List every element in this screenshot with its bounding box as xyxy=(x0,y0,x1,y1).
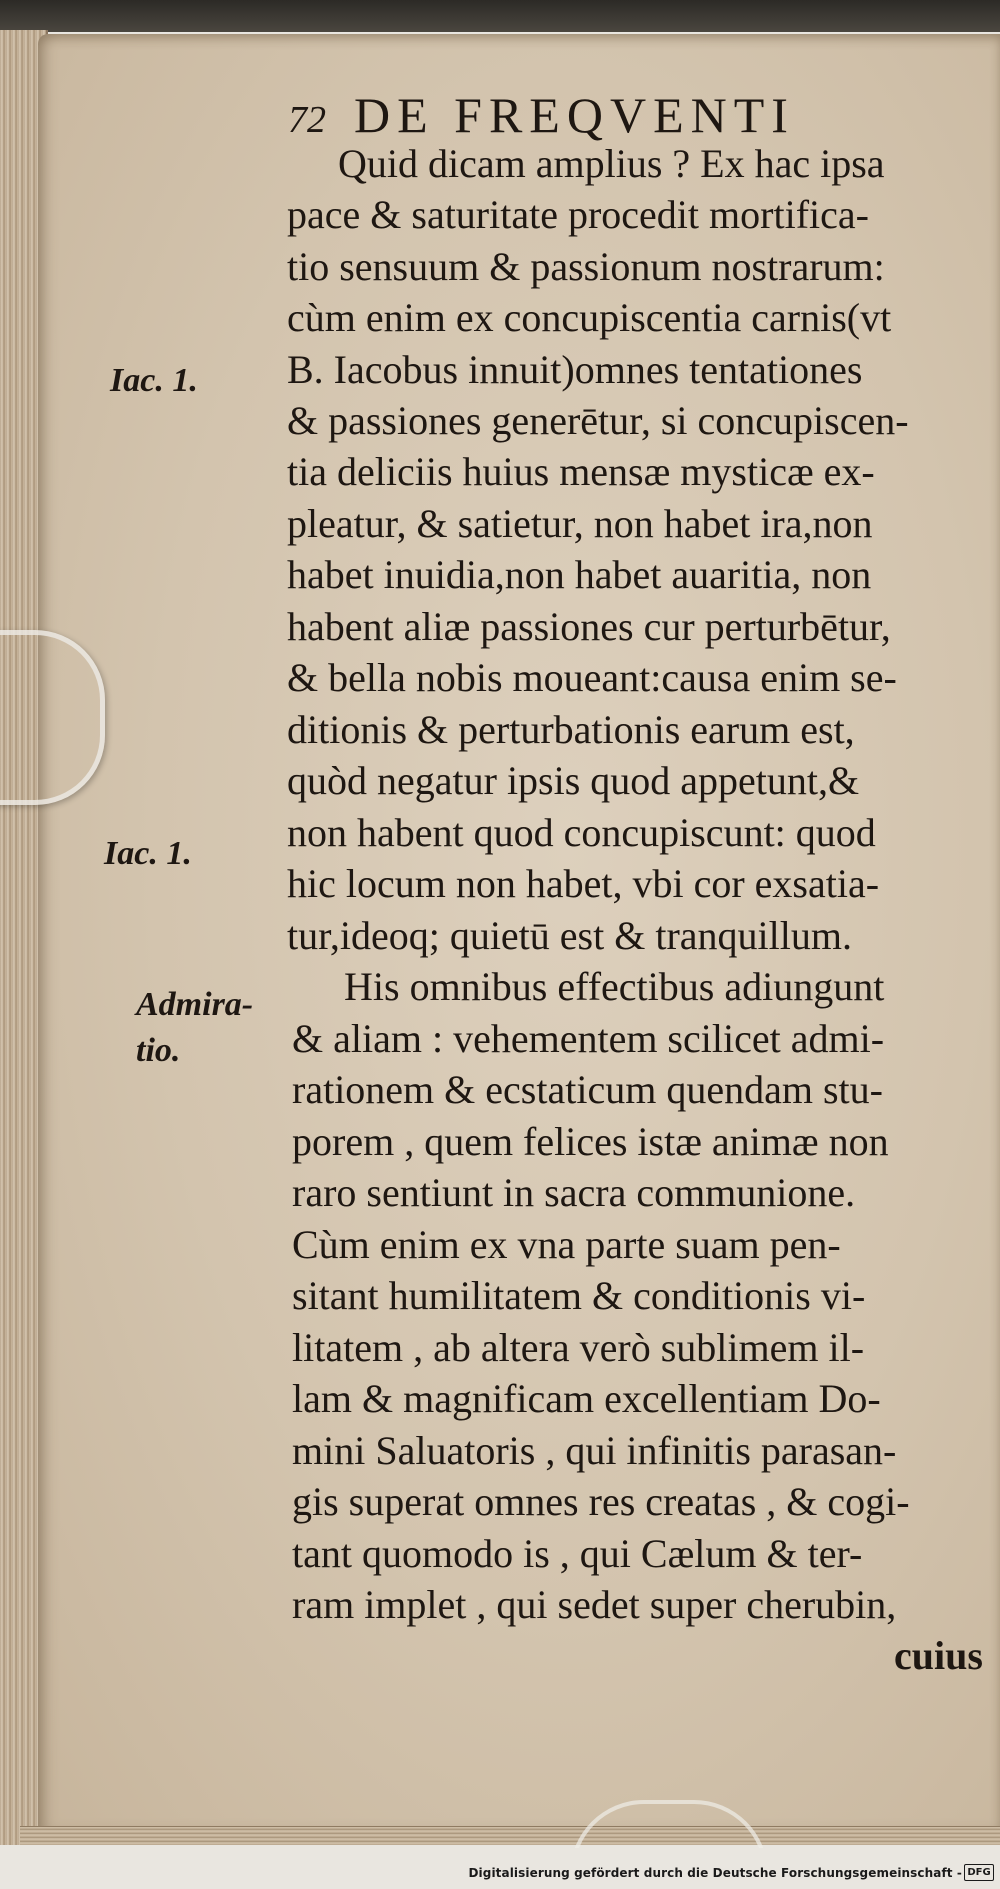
text-line: Quid dicam amplius ? Ex hac ipsa xyxy=(338,141,885,186)
text-line: tia deliciis huius mensæ mysticæ ex- xyxy=(287,449,875,494)
text-line: gis superat omnes res creatas , & cogi- xyxy=(292,1479,910,1524)
running-head-title: DE FREQVENTI xyxy=(354,87,795,143)
catchword: cuius xyxy=(894,1633,983,1678)
text-line: non habent quod concupiscunt: quod xyxy=(287,810,876,855)
margin-note-citation: Iac. 1. xyxy=(110,362,198,399)
text-line: ditionis & perturbationis earum est, xyxy=(287,707,855,752)
text-line: His omnibus effectibus adiungunt xyxy=(344,964,885,1009)
text-line: ram implet , qui sedet super cherubin, xyxy=(292,1582,897,1627)
text-line: lam & magnificam excellentiam Do- xyxy=(292,1376,881,1421)
page-number: 72 xyxy=(288,99,326,141)
text-line: & passiones generētur, si concupiscen- xyxy=(287,398,909,443)
text-line: tur,ideoq; quietū est & tranquillum. xyxy=(287,913,852,958)
page-clip-shadow xyxy=(0,630,105,805)
text-line: & aliam : vehementem scilicet admi- xyxy=(292,1016,885,1061)
margin-note-topic: Admira- xyxy=(136,986,254,1023)
text-line: pleatur, & satietur, non habet ira,non xyxy=(287,501,873,546)
text-line: litatem , ab altera verò sublimem il- xyxy=(292,1325,865,1370)
text-line: habet inuidia,non habet auaritia, non xyxy=(287,552,872,597)
digitization-credit: Digitalisierung gefördert durch die Deutsche Forschungsgemeinschaft - xyxy=(468,1866,962,1880)
running-head xyxy=(288,86,795,144)
margin-note-citation: Iac. 1. xyxy=(104,835,192,872)
text-line: Cùm enim ex vna parte suam pen- xyxy=(292,1222,841,1267)
text-line: sitant humilitatem & conditionis vi- xyxy=(292,1273,866,1318)
text-line: B. Iacobus innuit)omnes tentationes xyxy=(287,347,863,392)
text-line: tant quomodo is , qui Cælum & ter- xyxy=(292,1531,863,1576)
text-line: pace & saturitate procedit mortifica- xyxy=(287,192,869,237)
book-bottom-edges xyxy=(20,1826,1000,1845)
text-line: cùm enim ex concupiscentia carnis(vt xyxy=(287,295,892,340)
text-line: porem , quem felices istæ animæ non xyxy=(292,1119,889,1164)
text-line: quòd negatur ipsis quod appetunt,& xyxy=(287,758,860,803)
text-line: raro sentiunt in sacra communione. xyxy=(292,1170,856,1215)
text-line: mini Saluatoris , qui infinitis parasan- xyxy=(292,1428,897,1473)
scan-top-background xyxy=(0,0,1000,32)
margin-note-topic: tio. xyxy=(136,1032,181,1069)
text-line: rationem & ecstaticum quendam stu- xyxy=(292,1067,883,1112)
text-line: tio sensuum & passionum nostrarum: xyxy=(287,244,885,289)
text-line: habent aliæ passiones cur perturbētur, xyxy=(287,604,891,649)
text-line: & bella nobis moueant:causa enim se- xyxy=(287,655,897,700)
text-line: hic locum non habet, vbi cor exsatia- xyxy=(287,861,880,906)
dfg-logo-icon: DFG xyxy=(964,1864,994,1881)
